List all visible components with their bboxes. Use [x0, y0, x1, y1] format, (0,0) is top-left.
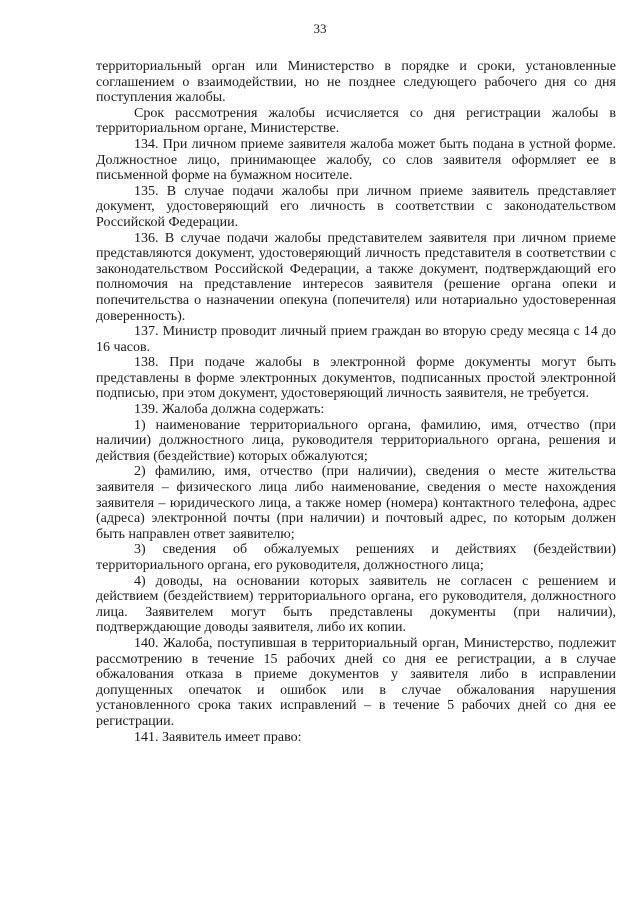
list-item: 1) наименование территориального органа, фамилию, имя, отчество (при наличии) должностного лица, руководителя территориального органа, решения и действия (бездействие) которых обжалуются;	[96, 417, 616, 464]
list-item: 3) сведения об обжалуемых решениях и действиях (бездействии) территориального органа, его руководителя, должностного лица;	[96, 542, 616, 573]
list-item: 2) фамилию, имя, отчество (при наличии), сведения о месте жительства заявителя – физического лица либо наименование, сведения о месте нахождения заявителя – юридического лица, а также номер (номера) контактного телефона, адрес (адреса) электронной почты (при наличии) и почтовый адрес, по которым должен быть направлен ответ заявителю;	[96, 464, 616, 542]
paragraph: 140. Жалоба, поступившая в территориальный орган, Министерство, подлежит рассмотрению в течение 15 рабочих дней со дня ее регистрации, а в случае обжалования отказа в приеме документов у заявителя либо в исправлении допущенных опечаток и ошибок или в случае обжалования нарушения установленного срока таких исправлений – в течение 5 рабочих дней со дня ее регистрации.	[96, 635, 616, 729]
list-item: 4) доводы, на основании которых заявитель не согласен с решением и действием (бездействием) территориального органа, его руководителя, должностного лица. Заявителем могут быть представлены документы (при наличии), подтверждающие доводы заявителя, либо их копии.	[96, 573, 616, 636]
paragraph: 136. В случае подачи жалобы представителем заявителя при личном приеме представляются документ, удостоверяющий личность представителя в соответствии с законодательством Российской Федерации, а также документ, подтверждающий его полномочия на представление интересов заявителя (решение органа опеки и попечительства о назначении опекуна (попечителя) или нотариально удостоверенная доверенность).	[96, 230, 616, 324]
page-number: 33	[313, 21, 327, 36]
paragraph: 137. Министр проводит личный прием граждан во вторую среду месяца с 14 до 16 часов.	[96, 324, 616, 355]
paragraph: 138. При подаче жалобы в электронной форме документы могут быть представлены в форме электронных документов, подписанных простой электронной подписью, при этом документ, удостоверяющий личность заявителя, не требуется.	[96, 355, 616, 402]
paragraph: 134. При личном приеме заявителя жалоба может быть подана в устной форме. Должностное лицо, принимающее жалобу, со слов заявителя оформляет ее в письменной форме на бумажном носителе.	[96, 136, 616, 184]
paragraph: территориальный орган или Министерство в порядке и сроки, установленные соглашением о взаимодействии, но не позднее следующего рабочего дня со дня поступления жалобы.	[96, 59, 616, 106]
paragraph: 141. Заявитель имеет право:	[134, 729, 302, 745]
paragraph: 139. Жалоба должна содержать:	[134, 402, 325, 418]
paragraph: Срок рассмотрения жалобы исчисляется со дня регистрации жалобы в территориальном органе, Министерстве.	[96, 105, 616, 137]
paragraph: 135. В случае подачи жалобы при личном приеме заявитель представляет документ, удостоверяющий его личность в соответствии с законодательством Российской Федерации.	[96, 183, 616, 230]
document-body	[96, 59, 616, 745]
